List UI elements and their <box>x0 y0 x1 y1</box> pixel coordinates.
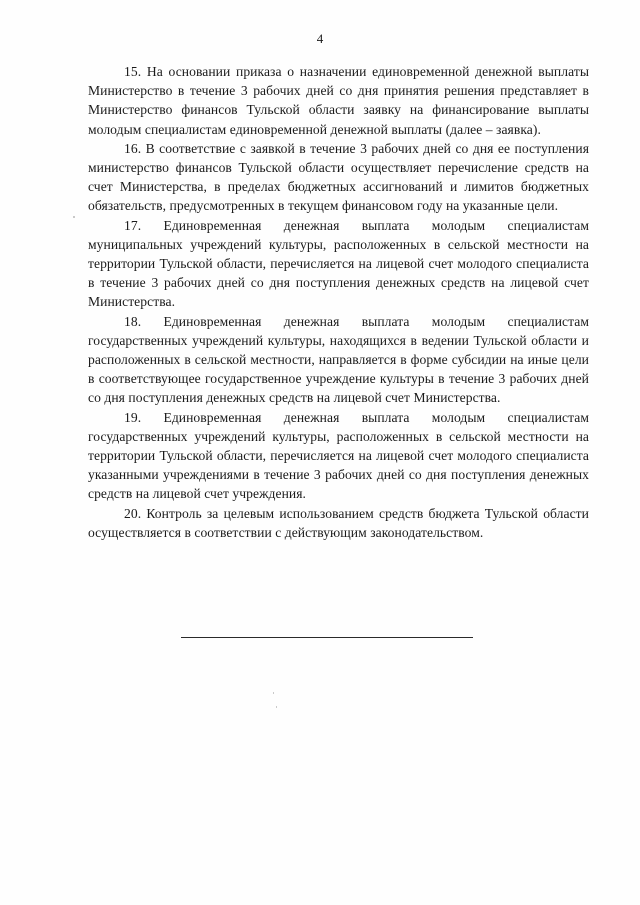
paragraph-17: 17. Единовременная денежная выплата молодым специалистам муниципальных учреждений культуры, расположенных в сельской местности на территории Тульской области, перечисляется на лицевой счет молодого специалиста в течение 3 рабочих дней со дня поступления денежных средств на лицевой счет Министерства. <box>88 217 589 310</box>
paragraph-15: 15. На основании приказа о назначении единовременной денежной выплаты Министерство в течение 3 рабочих дней со дня принятия решения представляет в Министерство финансов Тульской области заявку на финансирование выплаты молодым специалистам единовременной денежной выплаты (далее – заявка). <box>88 64 589 137</box>
scan-speck <box>73 216 75 218</box>
scan-speck <box>276 706 277 708</box>
paragraph-20: 20. Контроль за целевым использованием средств бюджета Тульской области осуществляется в соответствии с действующим законодательством. <box>88 505 589 540</box>
document-body <box>88 62 589 542</box>
paragraph-16: 16. В соответствие с заявкой в течение 3 рабочих дней со дня ее поступления министерство финансов Тульской области осуществляет перечисление средств на счет Министерства, в пределах бюджетных ассигнований и лимитов бюджетных обязательств, предусмотренных в текущем финансовом году на указанные цели. <box>88 140 589 214</box>
paragraph-18: 18. Единовременная денежная выплата молодым специалистам государственных учреждений культуры, находящихся в ведении Тульской области и расположенных в сельской местности, направляется в форме субсидии на иные цели в соответствующее государственное учреждение культуры в течение 3 рабочих дней со дня поступления денежных средств на лицевой счет Министерства. <box>88 313 589 406</box>
end-of-document-rule <box>181 637 473 638</box>
paragraph-19: 19. Единовременная денежная выплата молодым специалистам государственных учреждений культуры, расположенных в сельской местности на территории Тульской области, перечисляется на лицевой счет молодого специалиста указанными учреждениями в течение 3 рабочих дней со дня поступления денежных средств на лицевой счет учреждения. <box>88 409 589 502</box>
page-number: 4 <box>316 31 324 46</box>
scan-speck <box>273 692 274 694</box>
